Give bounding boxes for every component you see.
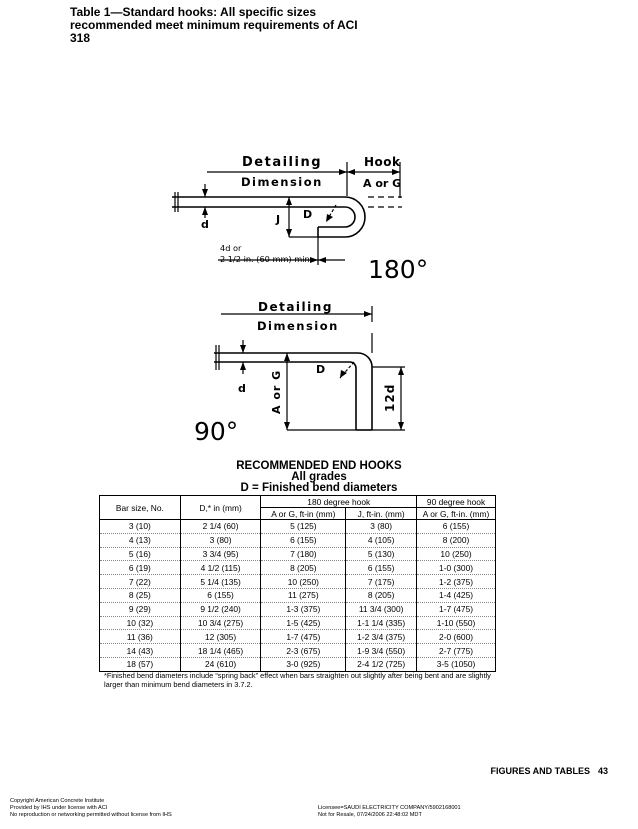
heading-line-3: D = Finished bend diameters [240, 482, 398, 494]
arrowhead [318, 257, 326, 263]
copyright-right [318, 805, 461, 819]
subheader-j: J, ft-in. (mm) [346, 508, 417, 520]
table-cell: 6 (155) [417, 520, 496, 534]
table-cell: 1-3 (375) [261, 602, 346, 616]
arrowhead [284, 422, 290, 430]
copyright-right-line-2: Not for Resale, 07/24/2006 22:48:02 MDT [318, 812, 422, 818]
header-90-hook: 90 degree hook [417, 496, 496, 508]
bend-inner-180 [345, 207, 355, 227]
table-cell: 10 (250) [261, 575, 346, 589]
table-cell: 1-5 (425) [261, 616, 346, 630]
table-cell: 4 (105) [346, 533, 417, 547]
j-label: J [276, 213, 281, 226]
table-cell: 1-2 (375) [417, 575, 496, 589]
table-cell: 9 1/2 (240) [180, 602, 261, 616]
table-cell: 10 (32) [100, 616, 181, 630]
table-cell: 3 (80) [346, 520, 417, 534]
table-cell: 2-0 (600) [417, 630, 496, 644]
table-cell: 1-0 (300) [417, 561, 496, 575]
table-cell: 6 (155) [180, 588, 261, 602]
table-cell: 18 1/4 (465) [180, 644, 261, 658]
table-cell: 1-7 (475) [417, 602, 496, 616]
title-line-2: recommended meet minimum requirements of ACI [70, 18, 358, 32]
table-row [100, 561, 496, 575]
header-bend-diameter: D,* in (mm) [180, 496, 261, 520]
min-label-line-1: 4d or [220, 243, 242, 253]
table-cell: 2-4 1/2 (725) [346, 657, 417, 671]
table-cell: 2-7 (775) [417, 644, 496, 658]
arrowhead [286, 197, 292, 205]
subheader-a-or-g-90: A or G, ft-in. (mm) [417, 508, 496, 520]
heading-line-1: RECOMMENDED END HOOKS [236, 460, 402, 472]
table-row [100, 547, 496, 561]
table-cell: 9 (29) [100, 602, 181, 616]
table-cell: 8 (205) [346, 588, 417, 602]
table-cell: 8 (25) [100, 588, 181, 602]
arrowhead [240, 345, 246, 353]
table-cell: 24 (610) [180, 657, 261, 671]
hook-label: Hook [364, 155, 401, 169]
detailing-label-180: Detailing [242, 155, 323, 170]
page-footer [482, 766, 608, 776]
bend-outer-90 [358, 353, 372, 367]
table-row [100, 520, 496, 534]
copyright-left [10, 798, 172, 819]
arrowhead [286, 229, 292, 237]
table-cell: 12 (305) [180, 630, 261, 644]
arrowhead [284, 353, 290, 361]
copyright-left-line-2: Provided by IHS under license with ACI [10, 805, 108, 811]
detailing-label-90: Detailing [258, 300, 333, 314]
angle-180-label: 180° [368, 255, 429, 284]
table-cell: 11 (36) [100, 630, 181, 644]
bend-D-label-90: D [316, 363, 326, 376]
table-cell: 7 (180) [261, 547, 346, 561]
table-cell: 3 (80) [180, 533, 261, 547]
a-or-g-label-180: A or G [363, 177, 402, 190]
bend-D-label-180: D [303, 208, 313, 221]
arrowhead [392, 169, 400, 175]
table-cell: 3 (10) [100, 520, 181, 534]
table-cell: 5 (125) [261, 520, 346, 534]
table-cell: 1-7 (475) [261, 630, 346, 644]
arrowhead [202, 207, 208, 215]
subheader-a-or-g-180: A or G, ft-in (mm) [261, 508, 346, 520]
table-cell: 3 3/4 (95) [180, 547, 261, 561]
table-cell: 6 (19) [100, 561, 181, 575]
arrowhead [398, 367, 404, 375]
copyright-left-line-1: Copyright American Concrete Institute [10, 798, 105, 804]
table-cell: 2 1/4 (60) [180, 520, 261, 534]
table-cell: 1-9 3/4 (550) [346, 644, 417, 658]
d-label-90: d [238, 382, 246, 395]
table-cell: 8 (200) [417, 533, 496, 547]
12d-label: 12d [383, 383, 397, 412]
table-cell: 4 (13) [100, 533, 181, 547]
table-body [100, 520, 496, 672]
angle-90-label: 90° [194, 417, 239, 446]
table-row [100, 533, 496, 547]
title-line-3: 318 [70, 31, 91, 45]
table-cell: 11 3/4 (300) [346, 602, 417, 616]
table-cell: 10 (250) [417, 547, 496, 561]
table-row [100, 644, 496, 658]
table-row [100, 588, 496, 602]
table-cell: 1-1 1/4 (335) [346, 616, 417, 630]
dimension-label-180: Dimension [241, 175, 323, 189]
arrowhead [398, 422, 404, 430]
table-row [100, 657, 496, 671]
table-row [100, 602, 496, 616]
table-row [100, 630, 496, 644]
header-bar-size: Bar size, No. [100, 496, 181, 520]
table-cell: 18 (57) [100, 657, 181, 671]
table-cell: 6 (155) [346, 561, 417, 575]
min-label-line-2: 2 1/2 in. (60 mm) min. [220, 254, 313, 264]
table-cell: 7 (175) [346, 575, 417, 589]
arrowhead [240, 362, 246, 370]
table-cell: 5 (130) [346, 547, 417, 561]
table-cell: 2-3 (675) [261, 644, 346, 658]
table-cell: 4 1/2 (115) [180, 561, 261, 575]
table-cell: 10 3/4 (275) [180, 616, 261, 630]
table-cell: 1-4 (425) [417, 588, 496, 602]
arrowhead [339, 169, 347, 175]
table-cell: 1-10 (550) [417, 616, 496, 630]
table-cell: 3-0 (925) [261, 657, 346, 671]
table-cell: 5 1/4 (135) [180, 575, 261, 589]
arrowhead [347, 169, 355, 175]
table-cell: 11 (275) [261, 588, 346, 602]
table-row [100, 616, 496, 630]
header-180-hook: 180 degree hook [261, 496, 417, 508]
section-name: FIGURES AND TABLES [490, 766, 590, 776]
a-or-g-label-90: A or G [270, 369, 283, 414]
footnote: *Finished bend diameters include “spring back” effect when bars straighten out slightly after being bent and are slightly larger than minimum bend diameters in 3.7.2. [104, 671, 491, 689]
dimension-label-90: Dimension [257, 319, 339, 333]
title-line-1: Table 1—Standard hooks: All specific sizes [70, 5, 317, 19]
page-number: 43 [597, 766, 608, 776]
d-label-180: d [201, 218, 209, 231]
table-cell: 6 (155) [261, 533, 346, 547]
end-hooks-table [99, 495, 496, 672]
table-cell: 8 (205) [261, 561, 346, 575]
copyright-right-line-1: Licensee=SAUDI ELECTRICITY COMPANY/5902168001 [318, 805, 461, 811]
arrowhead [202, 189, 208, 197]
table-cell: 5 (16) [100, 547, 181, 561]
arrowhead [364, 311, 372, 317]
heading-line-2: All grades [291, 471, 347, 483]
table-cell: 7 (22) [100, 575, 181, 589]
copyright-left-line-3: No reproduction or networking permitted without license from IHS [10, 812, 172, 818]
table-cell: 3-5 (1050) [417, 657, 496, 671]
table-row [100, 575, 496, 589]
table-cell: 14 (43) [100, 644, 181, 658]
table-cell: 1-2 3/4 (375) [346, 630, 417, 644]
